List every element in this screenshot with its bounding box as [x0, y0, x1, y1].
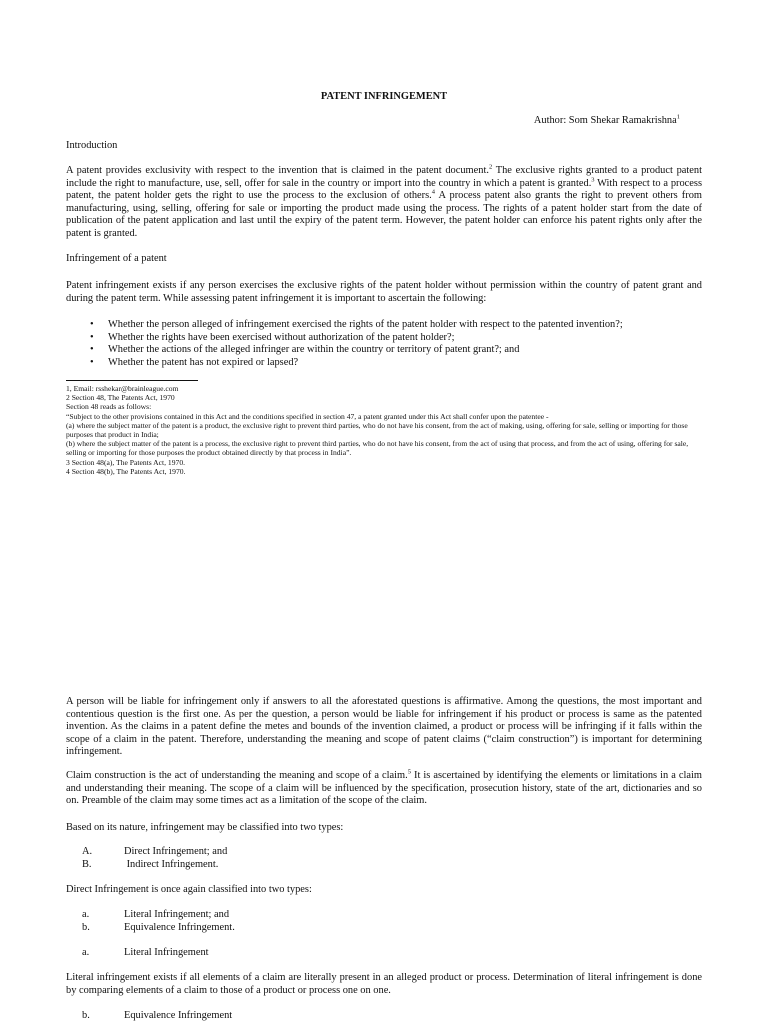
- document-title: PATENT INFRINGEMENT: [320, 91, 448, 102]
- list-item: • Whether the patent has not expired or lapsed?: [66, 357, 702, 370]
- claim-construction-paragraph: [66, 770, 702, 808]
- list-item: [82, 859, 218, 872]
- author-line: [534, 115, 680, 126]
- questions-list: [66, 319, 702, 369]
- list-item: [82, 922, 235, 935]
- footnote: 2 Section 48, The Patents Act, 1970: [66, 393, 175, 403]
- list-text: Equivalence Infringement.: [124, 922, 235, 933]
- author-text: Author: Som Shekar Ramakrishna: [533, 115, 677, 126]
- liability-paragraph: A person will be liable for infringement only if answers to all the aforestated questions is affirmative. Among the questions, the most important and contentious question is the first one. As per the question, a person would be liable for infringement if his product or process is same as the patented invention. As the claims in a patent define the metes and bounds of the invention claimed, a product or process will be infringing if it falls within the scope of a claim in the patent. Therefore, understanding the meaning and scope of patent claims (“claim construction”) is important for determining infringement.: [66, 696, 702, 758]
- footnote: 3 Section 48(a), The Patents Act, 1970.: [66, 457, 186, 467]
- footnote: Section 48 reads as follows:: [66, 402, 152, 412]
- infringement-heading: Infringement of a patent: [66, 253, 167, 264]
- list-item: • Whether the rights have been exercised without authorization of the patent holder?;: [66, 332, 702, 345]
- list-label: b.: [82, 922, 90, 933]
- list-item: • Whether the actions of the alleged infringer are within the country or territory of patent grant?; and: [66, 344, 702, 357]
- intro-heading: Introduction: [66, 140, 118, 151]
- list-label: A.: [82, 846, 93, 857]
- intro-paragraph: [66, 165, 702, 241]
- list-label: B.: [82, 859, 92, 870]
- list-text: Direct Infringement; and: [124, 846, 228, 857]
- list-label: b.: [82, 1010, 90, 1021]
- direct-intro: Direct Infringement is once again classified into two types:: [66, 884, 312, 895]
- literal-heading: [82, 947, 209, 960]
- footnote-ref: 5: [407, 768, 411, 776]
- literal-paragraph: Literal infringement exists if all elements of a claim are literally present in an alleged product or process. Determination of literal infringement is done by comparing elements of a claim to those of a product or process one on one.: [66, 972, 702, 996]
- list-label: a.: [82, 909, 90, 920]
- intro-text-2: The exclusive rights granted to a product patent include the right to manufacture, use, sell, offer for sale in the country or import into the country in which a patent is granted.: [66, 165, 703, 189]
- claim-text-2: It is ascertained by identifying the elements or limitations in a claim and understanding their meaning. The scope of a claim will be influenced by the specification, prosecution history, state of the art, dictionaries and so on. Preamble of the claim may some times act as a limitation of the scope of the claim.: [66, 770, 702, 807]
- footnote: (a) where the subject matter of the patent is a product, the exclusive right to prevent third parties, who do not have his consent, from the act of making, using, offering for sale, selling or importing for those purposes that product in India;: [66, 420, 688, 440]
- infringement-paragraph: Patent infringement exists if any person exercises the exclusive rights of the patent holder without permission within the country of patent grant and during the patent term. While assessing patent infringement it is important to ascertain the following:: [66, 280, 702, 304]
- list-text: Indirect Infringement.: [124, 859, 219, 870]
- claim-text-1: Claim construction is the act of understanding the meaning and scope of a claim.: [66, 770, 408, 781]
- heading-text: Literal Infringement: [124, 947, 209, 958]
- footnote: (b) where the subject matter of the patent is a process, the exclusive right to prevent third parties, who do not have his consent, from the act of using that process, and from the act of using, offering for sale, selling or importing for those purposes the product obtained directly by that process in India”.: [66, 439, 689, 458]
- list-label: a.: [82, 947, 90, 958]
- footnote-ref: 1: [676, 113, 680, 121]
- footnote-ref: 4: [431, 188, 436, 196]
- footnote-ref: 2: [488, 163, 493, 171]
- list-item: • Whether the person alleged of infringement exercised the rights of the patent holder with respect to the patented invention?;: [66, 319, 702, 332]
- list-text: Literal Infringement; and: [124, 909, 230, 920]
- intro-text-1: A patent provides exclusivity with respect to the invention that is claimed in the patent document.: [66, 165, 489, 176]
- footnote: 4 Section 48(b), The Patents Act, 1970.: [66, 466, 186, 476]
- list-item: [82, 846, 227, 859]
- intro-text-4: A process patent also grants the right to prevent others from manufacturing, using, selling, offering for sale or importing the product made using the process. The rights of a patent holder start from the date of publication of the patent application and last until the expiry of the patent term. However, the patent holder can enforce his patent rights only after the patent is granted.: [66, 190, 702, 239]
- types-intro: Based on its nature, infringement may be classified into two types:: [66, 822, 344, 833]
- footnote-separator: [66, 380, 198, 381]
- list-item: [82, 909, 229, 922]
- intro-text-3: With respect to a process patent, the patent holder gets the right to use the process to the exclusion of others.: [66, 177, 702, 202]
- footnote: “Subject to the other provisions contained in this Act and the conditions specified in section 47, a patent granted under this Act shall confer upon the patentee -: [66, 411, 549, 421]
- footnote-ref: 3: [591, 176, 595, 184]
- heading-text: Equivalence Infringement: [124, 1010, 233, 1021]
- equivalence-heading: [82, 1010, 232, 1023]
- footnotes: [66, 384, 702, 476]
- footnote: 1, Email: rsshekar@brainleague.com: [66, 384, 179, 393]
